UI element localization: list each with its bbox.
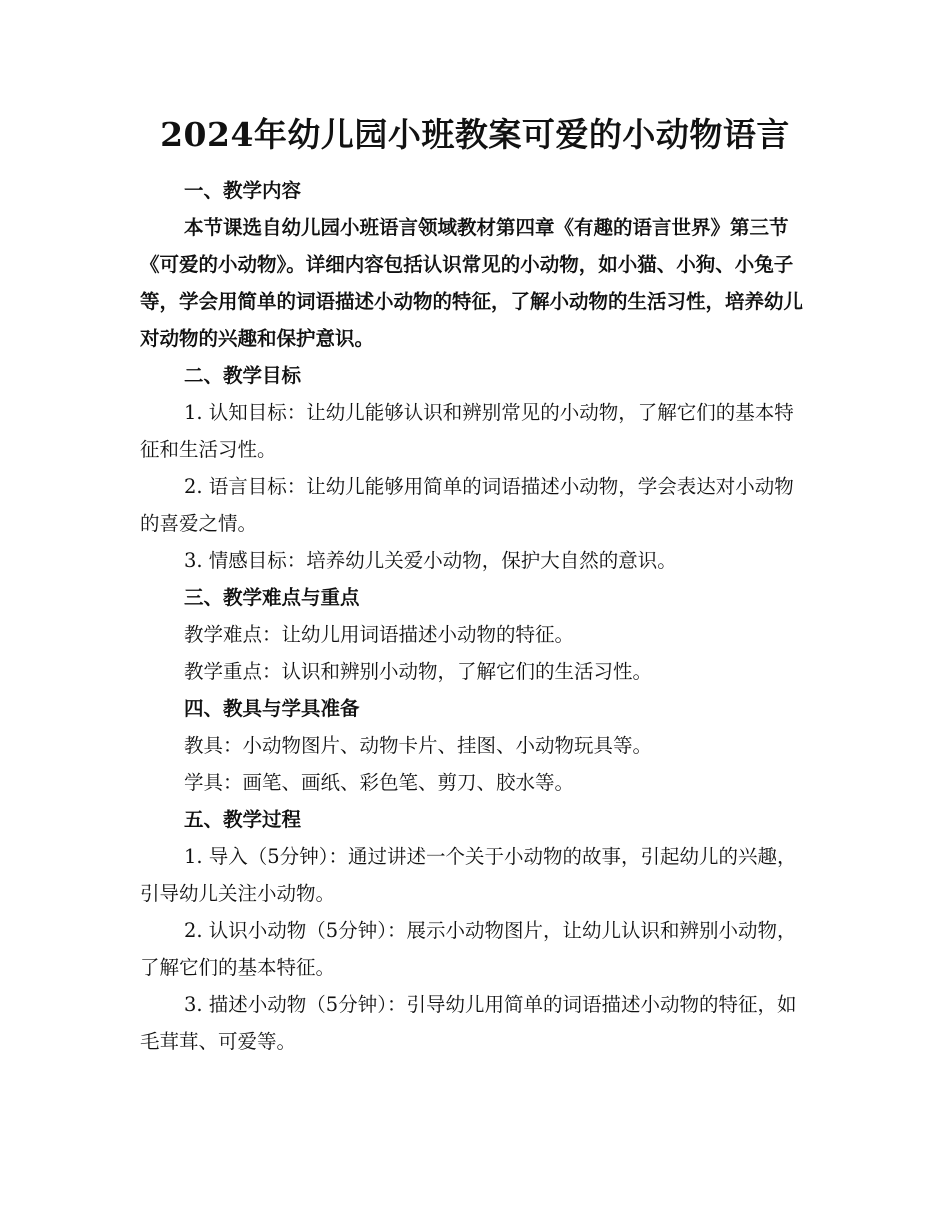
process-step-recognize: 2. 认识小动物（5分钟）：展示小动物图片，让幼儿认识和辨别小动物，了解它们的基本特征。: [140, 919, 797, 979]
section-heading-content: 一、教学内容: [184, 179, 302, 202]
section-heading-materials: 四、教具与学具准备: [184, 697, 360, 720]
section-heading-objectives: 二、教学目标: [184, 364, 302, 387]
objective-item-language: 2. 语言目标：让幼儿能够用简单的词语描述小动物，学会表达对小动物的喜爱之情。: [140, 475, 794, 535]
objective-item-cognitive: 1. 认知目标：让幼儿能够认识和辨别常见的小动物，了解它们的基本特征和生活习性。: [140, 401, 794, 461]
process-step-describe: 3. 描述小动物（5分钟）：引导幼儿用简单的词语描述小动物的特征，如毛茸茸、可爱等。: [140, 993, 797, 1053]
document-content: [140, 112, 810, 1060]
objective-item-emotion: 3. 情感目标：培养幼儿关爱小动物，保护大自然的意识。: [184, 549, 677, 572]
section-heading-process: 五、教学过程: [184, 808, 302, 831]
page-title: 2024年幼儿园小班教案可爱的小动物语言: [160, 115, 790, 154]
teaching-aids-text: 教具：小动物图片、动物卡片、挂图、小动物玩具等。: [184, 734, 653, 757]
key-point-text: 教学重点：认识和辨别小动物，了解它们的生活习性。: [184, 660, 653, 683]
learning-aids-text: 学具：画笔、画纸、彩色笔、剪刀、胶水等。: [184, 771, 575, 794]
section-heading-difficulty: 三、教学难点与重点: [184, 586, 360, 609]
section-content-body: 本节课选自幼儿园小班语言领域教材第四章《有趣的语言世界》第三节《可爱的小动物》。详细内容包括认识常见的小动物，如小猫、小狗、小兔子等，学会用简单的词语描述小动物的特征，了解小动物的生活习性，培养幼儿对动物的兴趣和保护意识。: [140, 216, 804, 350]
difficulty-text: 教学难点：让幼儿用词语描述小动物的特征。: [184, 623, 575, 646]
process-step-intro: 1. 导入（5分钟）：通过讲述一个关于小动物的故事，引起幼儿的兴趣，引导幼儿关注小动物。: [140, 845, 797, 905]
